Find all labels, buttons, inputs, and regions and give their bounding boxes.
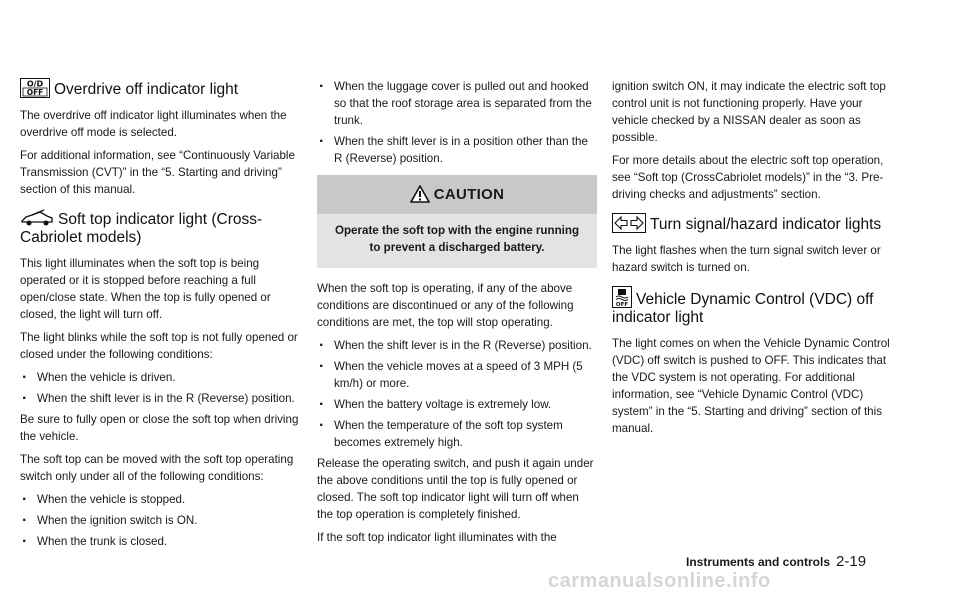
heading-turn-signal-text: Turn signal/hazard indicator lights: [650, 216, 882, 233]
list-item: . When the vehicle is stopped.: [22, 487, 186, 506]
column-right: [612, 78, 892, 443]
list-item: . When the shift lever is in the R (Reverse) position.: [319, 333, 592, 352]
caution-header: [317, 175, 597, 214]
svg-text:O/D: O/D: [26, 79, 44, 89]
list-item: . When the temperature of the soft top system becomes extremely high.: [319, 413, 563, 449]
page-number: 2-19: [836, 553, 867, 570]
heading-vdc-off: [612, 286, 892, 327]
heading-overdrive-off-text: Overdrive off indicator light: [54, 81, 239, 98]
list-item: . When the ignition switch is ON.: [22, 508, 198, 527]
paragraph: When the soft top is operating, if any of the above conditions are discontinued or any of the following conditions are met, the top will stop operating.: [317, 282, 574, 329]
page-footer: [686, 553, 866, 570]
paragraph: This light illuminates when the soft top is being operated or it is stopped before reaching a full open/close state. When the top is fully opened or closed, the light will turn off.: [20, 257, 271, 321]
heading-soft-top-text: Soft top indicator light (Cross-Cabriolet models): [20, 211, 263, 246]
watermark: carmanualsonline.info: [548, 570, 771, 592]
paragraph: Release the operating switch, and push it again under the above conditions until the top is fully opened or closed. The soft top indicator light will turn off when the top operation is completely finished.: [317, 457, 594, 521]
paragraph: The light comes on when the Vehicle Dynamic Control (VDC) off switch is pushed to OFF. This indicates that the VDC system is not operating. For additional information, see “Vehicle Dynamic Control (VDC) system” in the “5. Starting and driving” section of this manual.: [612, 337, 890, 435]
svg-text:OFF: OFF: [26, 87, 44, 97]
soft-top-car-icon: [20, 208, 54, 228]
list-item: . When the shift lever is in the R (Reverse) position.: [22, 386, 295, 405]
paragraph: The light flashes when the turn signal switch lever or hazard switch is turned on.: [612, 244, 881, 274]
overdrive-off-icon: [20, 78, 50, 98]
svg-text:OFF: OFF: [615, 302, 629, 308]
vdc-off-icon: [612, 286, 632, 308]
paragraph: The light blinks while the soft top is not fully opened or closed under the following conditions:: [20, 331, 298, 361]
paragraph: For additional information, see “Continuously Variable Transmission (CVT)” in the “5. Starting and driving” section of this manual.: [20, 149, 295, 196]
heading-overdrive-off: [20, 78, 300, 99]
list-item: . When the trunk is closed.: [22, 529, 168, 548]
paragraph: The overdrive off indicator light illuminates when the overdrive off mode is selected.: [20, 109, 287, 139]
paragraph: ignition switch ON, it may indicate the electric soft top control unit is not functioning properly. Have your vehicle checked by a NISSAN dealer as soon as possible.: [612, 80, 886, 144]
column-middle: [317, 74, 597, 552]
paragraph: For more details about the electric soft top operation, see “Soft top (CrossCabriolet models)” in the “3. Pre-driving checks and adjustments” section.: [612, 154, 884, 201]
paragraph: Be sure to fully open or close the soft top when driving the vehicle.: [20, 413, 299, 443]
column-left: [20, 78, 300, 554]
list-item: . When the vehicle moves at a speed of 3 MPH (5 km/h) or more.: [319, 354, 583, 390]
list-item: . When the shift lever is in a position other than the R (Reverse) position.: [319, 129, 588, 165]
footer-section-title: Instruments and controls: [686, 555, 831, 569]
list-item: . When the luggage cover is pulled out and hooked so that the roof storage area is separated from the trunk.: [319, 74, 592, 127]
heading-turn-signal: [612, 213, 892, 234]
list-item: . When the battery voltage is extremely low.: [319, 392, 552, 411]
caution-box: [317, 175, 597, 268]
warning-triangle-icon: [410, 185, 430, 203]
list-item: . When the vehicle is driven.: [22, 365, 176, 384]
heading-soft-top: [20, 208, 300, 247]
heading-vdc-off-text: Vehicle Dynamic Control (VDC) off indicator light: [612, 291, 874, 326]
paragraph: If the soft top indicator light illuminates with the: [317, 531, 557, 544]
paragraph: The soft top can be moved with the soft top operating switch only under all of the following conditions:: [20, 453, 294, 483]
turn-signal-arrows-icon: [612, 213, 646, 233]
caution-title: CAUTION: [433, 186, 505, 203]
caution-text: Operate the soft top with the engine running to prevent a discharged battery.: [317, 214, 597, 268]
